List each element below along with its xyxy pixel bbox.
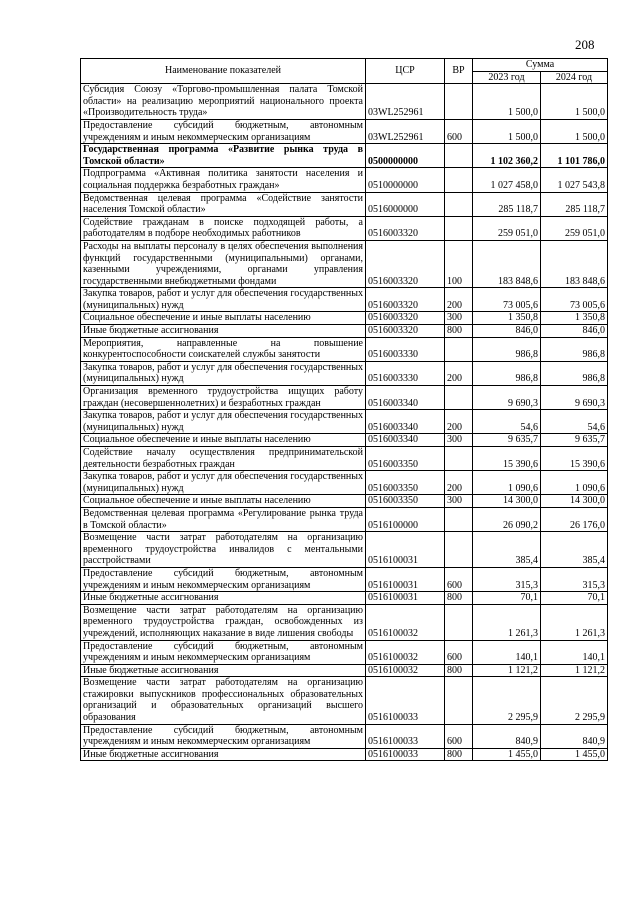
amount-2023-cell: 986,8 [473,361,541,385]
amount-2023-cell: 1 121,2 [473,664,541,677]
vr-cell [445,216,473,240]
csr-cell: 0516003340 [366,410,445,434]
amount-2024-cell: 1 027 543,8 [541,168,608,192]
amount-2024-cell: 986,8 [541,361,608,385]
table-row [81,592,608,605]
name-cell: Субсидия Союзу «Торгово-промышленная палата Томской области» на реализацию мероприятий национального проекта «Производительность труда» [81,84,366,120]
amount-2024-cell: 840,9 [541,724,608,748]
table-row [81,604,608,640]
vr-cell: 800 [445,325,473,338]
csr-cell: 0516100031 [366,532,445,568]
vr-cell: 200 [445,410,473,434]
vr-cell: 600 [445,640,473,664]
amount-2023-cell: 73 005,6 [473,288,541,312]
name-cell: Расходы на выплаты персоналу в целях обеспечения выполнения функций государственными (муниципальными) органами, казенными учреждениями, органами управления государственными внебюджетными фондами [81,240,366,287]
amount-2023-cell: 26 090,2 [473,507,541,531]
csr-cell: 0516003320 [366,240,445,287]
vr-cell: 200 [445,361,473,385]
amount-2023-cell: 1 500,0 [473,119,541,143]
csr-cell: 0516100032 [366,604,445,640]
amount-2023-cell: 183 848,6 [473,240,541,287]
table-row [81,724,608,748]
csr-cell: 0516000000 [366,192,445,216]
amount-2023-cell: 14 300,0 [473,495,541,508]
table-row [81,288,608,312]
amount-2024-cell: 846,0 [541,325,608,338]
table-row [81,361,608,385]
amount-2023-cell: 285 118,7 [473,192,541,216]
amount-2023-cell: 1 261,3 [473,604,541,640]
vr-cell [445,337,473,361]
table-row [81,410,608,434]
table-body [81,84,608,761]
name-cell: Закупка товаров, работ и услуг для обеспечения государственных (муниципальных) нужд [81,410,366,434]
table-row [81,144,608,168]
name-cell: Иные бюджетные ассигнования [81,664,366,677]
csr-cell: 0516003350 [366,495,445,508]
table-row [81,216,608,240]
amount-2024-cell: 183 848,6 [541,240,608,287]
header-vr: ВР [445,59,473,84]
csr-cell: 0516100033 [366,677,445,724]
vr-cell [445,447,473,471]
amount-2023-cell: 9 635,7 [473,434,541,447]
table-row [81,664,608,677]
csr-cell: 0516003320 [366,288,445,312]
amount-2023-cell: 1 027 458,0 [473,168,541,192]
amount-2023-cell: 846,0 [473,325,541,338]
csr-cell: 0516100032 [366,664,445,677]
csr-cell: 0516100031 [366,592,445,605]
name-cell: Иные бюджетные ассигнования [81,325,366,338]
table-row [81,640,608,664]
amount-2024-cell: 9 690,3 [541,386,608,410]
vr-cell: 300 [445,434,473,447]
amount-2023-cell: 1 350,8 [473,312,541,325]
vr-cell: 800 [445,592,473,605]
table-row [81,84,608,120]
amount-2024-cell: 1 261,3 [541,604,608,640]
amount-2024-cell: 385,4 [541,532,608,568]
vr-cell: 800 [445,664,473,677]
vr-cell [445,144,473,168]
amount-2023-cell: 986,8 [473,337,541,361]
table-row [81,507,608,531]
table-row [81,447,608,471]
vr-cell [445,84,473,120]
page-number: 208 [575,37,595,52]
vr-cell [445,507,473,531]
amount-2023-cell: 385,4 [473,532,541,568]
name-cell: Возмещение части затрат работодателям на организацию временного трудоустройства инвалидов с ментальными расстройствами [81,532,366,568]
amount-2024-cell: 1 121,2 [541,664,608,677]
table-row [81,495,608,508]
amount-2023-cell: 1 455,0 [473,748,541,761]
table-row [81,168,608,192]
amount-2023-cell: 315,3 [473,567,541,591]
vr-cell [445,192,473,216]
amount-2024-cell: 140,1 [541,640,608,664]
amount-2024-cell: 285 118,7 [541,192,608,216]
name-cell: Государственная программа «Развитие рынка труда в Томской области» [81,144,366,168]
table-row [81,312,608,325]
name-cell: Возмещение части затрат работодателям на организацию стажировки выпускников профессиональных образовательных организаций и образовательных организаций высшего образования [81,677,366,724]
name-cell: Ведомственная целевая программа «Регулирование рынка труда в Томской области» [81,507,366,531]
name-cell: Мероприятия, направленные на повышение конкурентоспособности соискателей службы занятости [81,337,366,361]
header-year-2024: 2024 год [541,71,608,84]
table-row [81,567,608,591]
amount-2023-cell: 1 102 360,2 [473,144,541,168]
csr-cell: 0516100033 [366,724,445,748]
name-cell: Иные бюджетные ассигнования [81,748,366,761]
amount-2023-cell: 54,6 [473,410,541,434]
header-year-2023: 2023 год [473,71,541,84]
csr-cell: 03WL252961 [366,119,445,143]
header-name: Наименование показателей [81,59,366,84]
header-sum: Сумма [473,59,608,72]
name-cell: Закупка товаров, работ и услуг для обеспечения государственных (муниципальных) нужд [81,361,366,385]
amount-2024-cell: 315,3 [541,567,608,591]
csr-cell: 0516003350 [366,471,445,495]
amount-2024-cell: 1 101 786,0 [541,144,608,168]
vr-cell: 200 [445,288,473,312]
vr-cell [445,532,473,568]
vr-cell: 100 [445,240,473,287]
amount-2024-cell: 14 300,0 [541,495,608,508]
name-cell: Организация временного трудоустройства ищущих работу граждан (несовершеннолетних) и безработных граждан [81,386,366,410]
csr-cell: 0500000000 [366,144,445,168]
name-cell: Социальное обеспечение и иные выплаты населению [81,434,366,447]
amount-2024-cell: 26 176,0 [541,507,608,531]
csr-cell: 0510000000 [366,168,445,192]
name-cell: Социальное обеспечение и иные выплаты населению [81,312,366,325]
name-cell: Предоставление субсидий бюджетным, автономным учреждениям и иным некоммерческим организациям [81,567,366,591]
budget-table [80,58,608,761]
vr-cell [445,168,473,192]
csr-cell: 0516003320 [366,325,445,338]
name-cell: Содействие гражданам в поиске подходящей работы, а работодателям в подборе необходимых работников [81,216,366,240]
amount-2023-cell: 2 295,9 [473,677,541,724]
csr-cell: 03WL252961 [366,84,445,120]
csr-cell: 0516100033 [366,748,445,761]
name-cell: Предоставление субсидий бюджетным, автономным учреждениям и иным некоммерческим организациям [81,640,366,664]
amount-2024-cell: 54,6 [541,410,608,434]
table-row [81,471,608,495]
amount-2023-cell: 70,1 [473,592,541,605]
table-row [81,386,608,410]
amount-2023-cell: 1 090,6 [473,471,541,495]
csr-cell: 0516100032 [366,640,445,664]
amount-2023-cell: 140,1 [473,640,541,664]
vr-cell: 300 [445,312,473,325]
vr-cell: 200 [445,471,473,495]
name-cell: Предоставление субсидий бюджетным, автономным учреждениям и иным некоммерческим организациям [81,724,366,748]
amount-2024-cell: 1 500,0 [541,84,608,120]
amount-2024-cell: 1 500,0 [541,119,608,143]
table-row [81,532,608,568]
amount-2024-cell: 1 455,0 [541,748,608,761]
csr-cell: 0516100031 [366,567,445,591]
csr-cell: 0516003340 [366,386,445,410]
csr-cell: 0516003340 [366,434,445,447]
amount-2024-cell: 1 350,8 [541,312,608,325]
amount-2024-cell: 2 295,9 [541,677,608,724]
table-row [81,119,608,143]
table-row [81,325,608,338]
amount-2024-cell: 1 090,6 [541,471,608,495]
name-cell: Предоставление субсидий бюджетным, автономным учреждениям и иным некоммерческим организациям [81,119,366,143]
table-row [81,240,608,287]
vr-cell: 300 [445,495,473,508]
csr-cell: 0516003320 [366,216,445,240]
name-cell: Подпрограмма «Активная политика занятости населения и социальная поддержка безработных граждан» [81,168,366,192]
amount-2024-cell: 986,8 [541,337,608,361]
amount-2024-cell: 70,1 [541,592,608,605]
vr-cell [445,386,473,410]
csr-cell: 0516003330 [366,337,445,361]
table-row [81,192,608,216]
amount-2023-cell: 15 390,6 [473,447,541,471]
header-csr: ЦСР [366,59,445,84]
name-cell: Закупка товаров, работ и услуг для обеспечения государственных (муниципальных) нужд [81,288,366,312]
amount-2023-cell: 259 051,0 [473,216,541,240]
amount-2024-cell: 15 390,6 [541,447,608,471]
name-cell: Закупка товаров, работ и услуг для обеспечения государственных (муниципальных) нужд [81,471,366,495]
vr-cell: 800 [445,748,473,761]
csr-cell: 0516003330 [366,361,445,385]
table-row [81,337,608,361]
csr-cell: 0516003320 [366,312,445,325]
csr-cell: 0516003350 [366,447,445,471]
vr-cell: 600 [445,119,473,143]
name-cell: Социальное обеспечение и иные выплаты населению [81,495,366,508]
name-cell: Возмещение части затрат работодателям на организацию временного трудоустройства граждан, освобожденных из учреждений, исполняющих наказание в виде лишения свободы [81,604,366,640]
amount-2023-cell: 840,9 [473,724,541,748]
name-cell: Содействие началу осуществления предпринимательской деятельности безработных граждан [81,447,366,471]
name-cell: Иные бюджетные ассигнования [81,592,366,605]
amount-2024-cell: 9 635,7 [541,434,608,447]
vr-cell [445,677,473,724]
csr-cell: 0516100000 [366,507,445,531]
vr-cell: 600 [445,567,473,591]
vr-cell [445,604,473,640]
amount-2024-cell: 259 051,0 [541,216,608,240]
table-row [81,748,608,761]
vr-cell: 600 [445,724,473,748]
table-row [81,677,608,724]
amount-2024-cell: 73 005,6 [541,288,608,312]
table-row [81,434,608,447]
amount-2023-cell: 9 690,3 [473,386,541,410]
amount-2023-cell: 1 500,0 [473,84,541,120]
name-cell: Ведомственная целевая программа «Содействие занятости населения Томской области» [81,192,366,216]
